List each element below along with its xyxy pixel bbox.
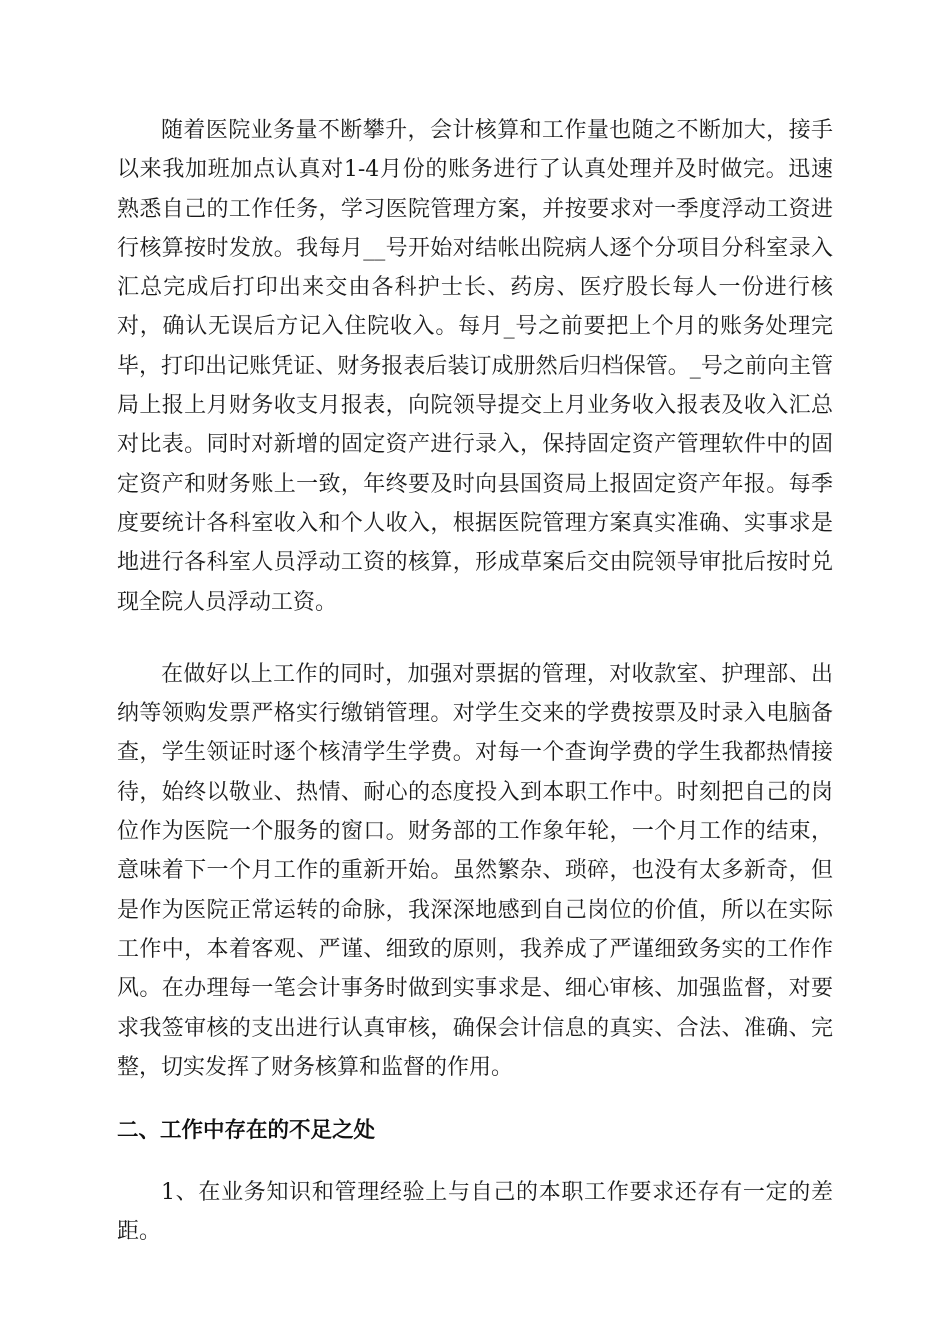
list-item-shortcoming-1: 1、在业务知识和管理经验上与自己的本职工作要求还存有一定的差距。 (117, 1180, 833, 1245)
section-heading-shortcomings: 二、工作中存在的不足之处 (117, 1118, 376, 1144)
document-body (117, 111, 833, 1252)
paragraph-accounting-duties: 随着医院业务量不断攀升，会计核算和工作量也随之不断加大，接手以来我加班加点认真对1-4月份的账务进行了认真处理并及时做完。迅速熟悉自己的工作任务，学习医院管理方案，并按要求对一季度浮动工资进行核算按时发放。我每月__号开始对结帐出院病人逐个分项目分科室录入汇总完成后打印出来交由各科护士长、药房、医疗股长每人一份进行核对，确认无误后方记入住院收入。每月_号之前要把上个月的账务处理完毕，打印出记账凭证、财务报表后装订成册然后归档保管。_号之前向主管局上报上月财务收支月报表，向院领导提交上月业务收入报表及收入汇总对比表。同时对新增的固定资产进行录入，保持固定资产管理软件中的固定资产和财务账上一致，年终要及时向县国资局上报固定资产年报。每季度要统计各科室收入和个人收入，根据医院管理方案真实准确、实事求是地进行各科室人员浮动工资的核算，形成草案后交由院领导审批后按时兑现全院人员浮动工资。 (117, 118, 833, 615)
paragraph-bill-management: 在做好以上工作的同时，加强对票据的管理，对收款室、护理部、出纳等领购发票严格实行缴销管理。对学生交来的学费按票及时录入电脑备查，学生领证时逐个核清学生学费。对每一个查询学费的学生我都热情接待，始终以敬业、热情、耐心的态度投入到本职工作中。时刻把自己的岗位作为医院一个服务的窗口。财务部的工作象年轮，一个月工作的结束，意味着下一个月工作的重新开始。虽然繁杂、琐碎，也没有太多新奇，但是作为医院正常运转的命脉，我深深地感到自己岗位的价值，所以在实际工作中，本着客观、严谨、细致的原则，我养成了严谨细致务实的工作作风。在办理每一笔会计事务时做到实事求是、细心审核、加强监督，对要求我签审核的支出进行认真审核，确保会计信息的真实、合法、准确、完整，切实发挥了财务核算和监督的作用。 (117, 661, 833, 1080)
